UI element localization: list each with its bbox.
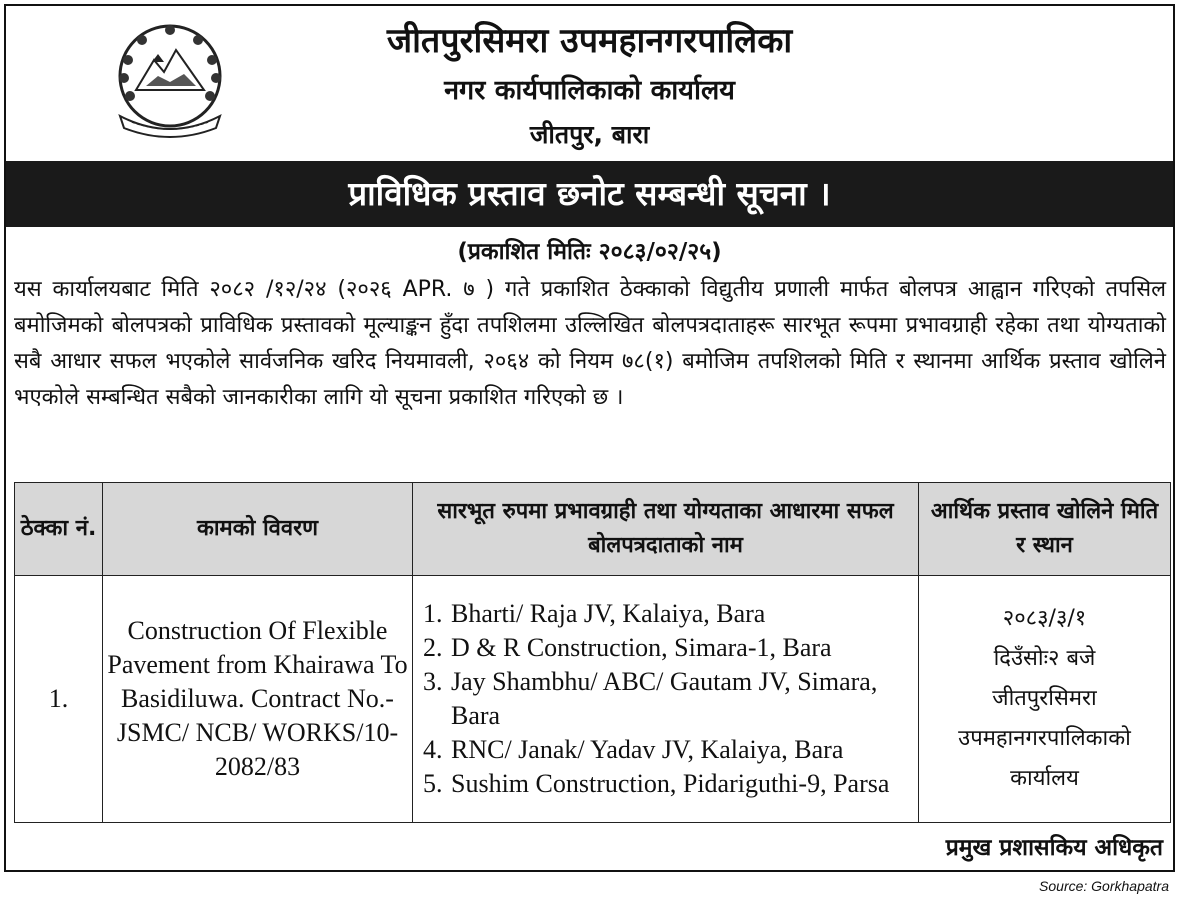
col-work-description: कामको विवरण bbox=[103, 483, 413, 576]
org-name: जीतपुरसिमरा उपमहानगरपालिका bbox=[386, 21, 793, 61]
bidders-table bbox=[14, 482, 1171, 823]
table-row bbox=[15, 576, 1171, 823]
opening-time: दिउँसोः२ बजे bbox=[993, 646, 1096, 671]
opening-place-line: कार्यालय bbox=[1010, 766, 1079, 791]
bidder-list bbox=[419, 597, 912, 801]
bidder-item: 2. D & R Construction, Simara-1, Bara bbox=[449, 631, 912, 665]
table-header-row bbox=[15, 483, 1171, 576]
office-location: जीतपुर, बारा bbox=[529, 120, 650, 149]
opening-place-line: उपमहानगरपालिकाको bbox=[958, 726, 1131, 751]
bidder-list-cell bbox=[413, 576, 919, 823]
bidder-item: 1. Bharti/ Raja JV, Kalaiya, Bara bbox=[449, 597, 912, 631]
office-name: नगर कार्यपालिकाको कार्यालय bbox=[444, 75, 735, 106]
col-opening-date-place: आर्थिक प्रस्ताव खोलिने मिति र स्थान bbox=[919, 483, 1171, 576]
bidder-item: 3. Jay Shambhu/ ABC/ Gautam JV, Simara, Bara bbox=[449, 665, 912, 733]
notice-header bbox=[6, 6, 1173, 161]
signatory-title: प्रमुख प्रशासकिय अधिकृत bbox=[945, 835, 1163, 861]
row-number: 1. bbox=[15, 576, 103, 823]
notice-title: प्राविधिक प्रस्ताव छनोट सम्बन्धी सूचना । bbox=[6, 161, 1173, 227]
opening-date: २०८३/३/१ bbox=[1002, 606, 1087, 631]
work-description: Construction Of Flexible Pavement from Khairawa To Basidiluwa. Contract No.- JSMC/ NCB/ WORKS/10-2082/83 bbox=[103, 576, 413, 823]
opening-cell bbox=[919, 576, 1171, 823]
col-contract-no: ठेक्का नं. bbox=[15, 483, 103, 576]
source-credit: Source: Gorkhapatra bbox=[1039, 878, 1169, 894]
col-successful-bidders: सारभूत रुपमा प्रभावग्राही तथा योग्यताका आधारमा सफल बोलपत्रदाताको नाम bbox=[413, 483, 919, 576]
bidder-item: 4. RNC/ Janak/ Yadav JV, Kalaiya, Bara bbox=[449, 733, 912, 767]
published-date: (प्रकाशित मितिः २०८३/०२/२५) bbox=[457, 239, 722, 265]
notice-body: यस कार्यालयबाट मिति २०८२ /१२/२४ (२०२६ APR. ७ ) गते प्रकाशित ठेक्काको विद्युतीय प्रणाली मार्फत बोलपत्र आह्वान गरिएको तपसिल बमोजिमको बोलपत्रको प्राविधिक प्रस्तावको मूल्याङ्कन हुँदा तपशिलमा उल्लिखित बोलपत्रदाताहरू सारभूत रूपमा प्रभावग्राही रहेका तथा योग्यताको सबै आधार सफल भएकोले सार्वजनिक खरिद नियमावली, २०६४ को नियम ७८(१) बमोजिम तपशिलको मिति र स्थानमा आर्थिक प्रस्ताव खोलिने भएकोले सम्बन्धित सबैको जानकारीका लागि यो सूचना प्रकाशित गरिएको छ । bbox=[14, 277, 1166, 410]
opening-place-line: जीतपुरसिमरा bbox=[992, 686, 1097, 711]
bidder-item: 5. Sushim Construction, Pidariguthi-9, Parsa bbox=[449, 767, 912, 801]
notice-frame bbox=[4, 4, 1175, 872]
